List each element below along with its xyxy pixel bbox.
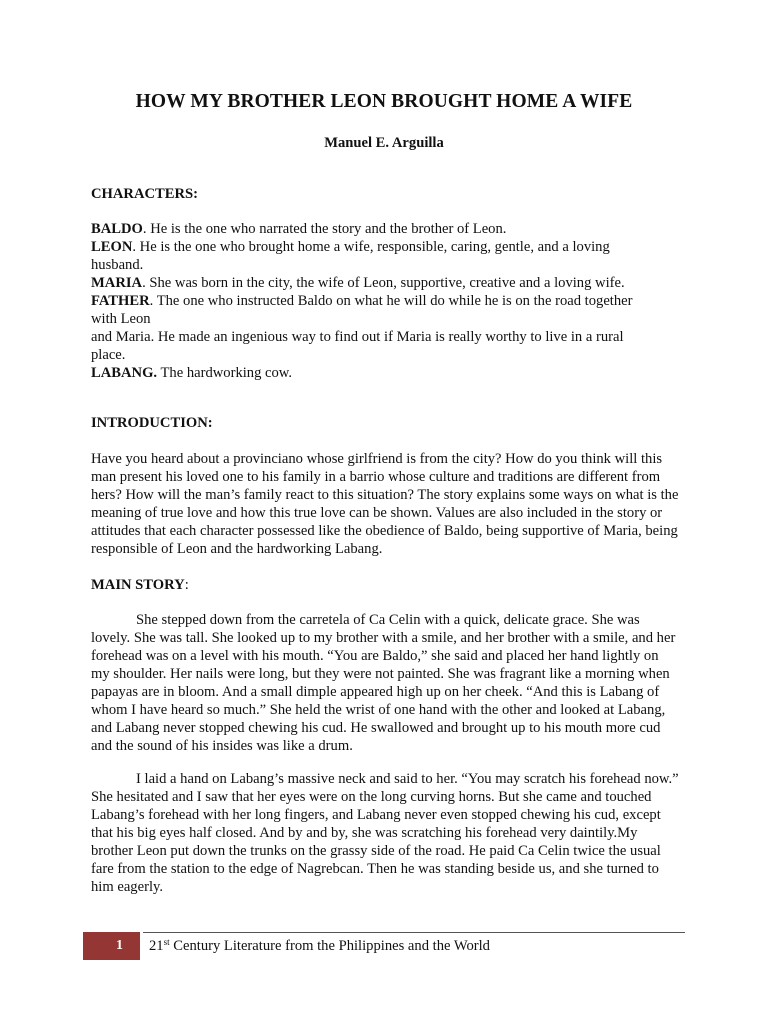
character-desc: The hardworking cow. [157, 365, 293, 381]
footer-rule [143, 932, 685, 933]
character-baldo [91, 220, 659, 238]
characters-list [91, 220, 659, 382]
footer-text-prefix: 21 [149, 938, 164, 954]
character-name: FATHER [91, 293, 150, 309]
introduction-heading: INTRODUCTION: [91, 415, 213, 431]
footer-course-title [149, 937, 490, 955]
introduction-body [91, 450, 679, 558]
page-footer [83, 932, 685, 960]
character-father-cont [91, 328, 659, 364]
character-maria [91, 274, 659, 292]
character-desc: and Maria. He made an ingenious way to find out if Maria is really worthy to live in a rural place. [91, 329, 624, 363]
character-desc: . He is the one who narrated the story and the brother of Leon. [142, 221, 507, 237]
character-name: BALDO [91, 221, 143, 237]
character-name: MARIA [91, 275, 143, 291]
introduction-section [91, 414, 691, 432]
character-labang [91, 364, 659, 382]
page-number-badge: 1 [83, 932, 140, 960]
introduction-paragraph: Have you heard about a provinciano whose girlfriend is from the city? How do you think will this man present his loved one to his family in a barrio whose culture and traditions are different from hers? How will the man’s family react to this situation? The story explains some ways on what is the meaning of true love and how this true love can be shown. Values are also included in the story or attitudes that each character possessed like the obedience of Baldo, being supportive of Maria, being responsible of Leon and the hardworking Labang. [91, 451, 679, 557]
main-story-section [91, 576, 691, 594]
character-desc: . She was born in the city, the wife of Leon, supportive, creative and a loving wife. [142, 275, 625, 291]
footer-text-superscript: st [163, 937, 170, 947]
character-name: LABANG. [91, 365, 158, 381]
characters-section [91, 185, 691, 203]
main-story-body-2 [91, 770, 679, 896]
character-desc: . The one who instructed Baldo on what he will do while he is on the road together with Leon [91, 293, 633, 327]
character-name: LEON [91, 239, 133, 255]
document-title: HOW MY BROTHER LEON BROUGHT HOME A WIFE [135, 91, 633, 112]
story-paragraph: I laid a hand on Labang’s massive neck and said to her. “You may scratch his forehead now.” She hesitated and I saw that her eyes were on the long curving horns. But she came and touched Labang’s forehead with her long fingers, and Labang never even stopped chewing his cud, except that his big eyes half closed. And by and by, she was scratching his forehead very daintily.My brother Leon put down the trunks on the grassy side of the road. He paid Ca Celin twice the usual fare from the station to the edge of Nagrebcan. Then he was standing beside us, and she turned to him eagerly. [91, 771, 679, 895]
main-story-heading: MAIN STORY [91, 577, 185, 593]
character-father [91, 292, 659, 328]
footer-text-suffix: Century Literature from the Philippines and the World [169, 938, 490, 954]
character-desc: . He is the one who brought home a wife, responsible, caring, gentle, and a loving husband. [91, 239, 610, 273]
character-leon [91, 238, 659, 274]
main-story-heading-colon: : [184, 577, 189, 593]
document-author: Manuel E. Arguilla [324, 135, 444, 151]
characters-heading: CHARACTERS: [91, 186, 199, 202]
main-story-body [91, 611, 679, 755]
story-paragraph: She stepped down from the carretela of Ca Celin with a quick, delicate grace. She was lovely. She was tall. She looked up to my brother with a smile, and her brother with a smile, and her forehead was on a level with his mouth. “You are Baldo,” she said and placed her hand lightly on my shoulder. Her nails were long, but they were not painted. She was fragrant like a morning when papayas are in bloom. And a small dimple appeared high up on her cheek. “And this is Labang of whom I have heard so much.” She held the wrist of one hand with the other and looked at Labang, and Labang never stopped chewing his cud. He swallowed and brought up to his mouth more cud and the sound of his insides was like a drum. [91, 612, 676, 754]
